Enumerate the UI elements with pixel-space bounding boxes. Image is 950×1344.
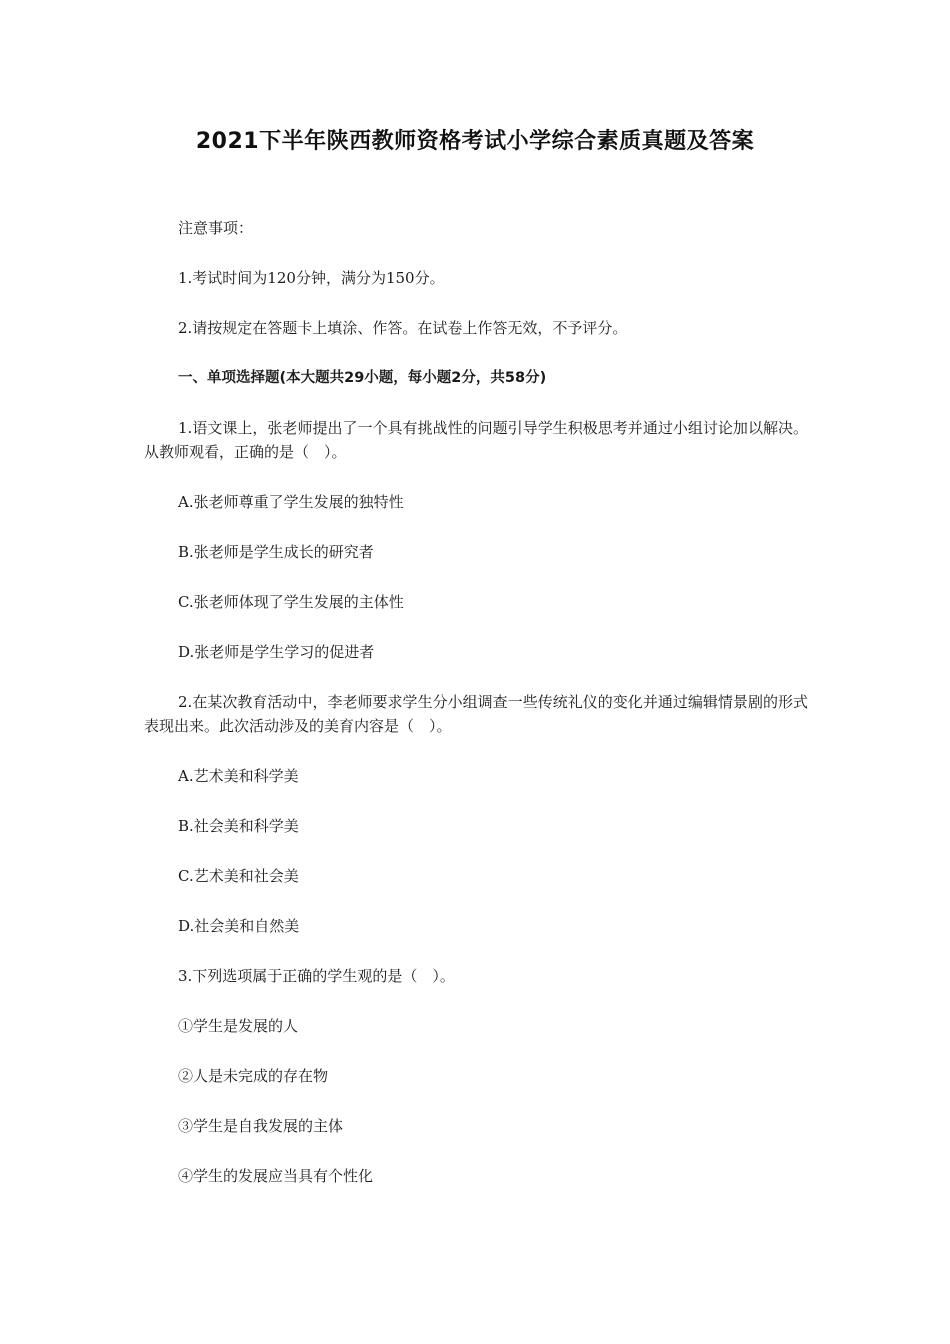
section-heading: 一、单项选择题(本大题共29小题，每小题2分，共58分) xyxy=(178,370,547,386)
q2-option-c: C.艺术美和社会美 xyxy=(178,867,299,885)
document-title: 2021下半年陕西教师资格考试小学综合素质真题及答案 xyxy=(195,129,755,154)
q3-item-2: ②人是未完成的存在物 xyxy=(178,1067,329,1085)
q3-item-1: ①学生是发展的人 xyxy=(178,1017,299,1035)
question-2: 2.在某次教育活动中，李老师要求学生分小组调查一些传统礼仪的变化并通过编辑情景剧的形式表现出来。此次活动涉及的美育内容是（ ）。 xyxy=(144,693,808,735)
q1-option-b: B.张老师是学生成长的研究者 xyxy=(178,543,374,561)
question-3: 3.下列选项属于正确的学生观的是（ ）。 xyxy=(178,967,455,985)
q1-option-d: D.张老师是学生学习的促进者 xyxy=(178,643,375,661)
document-body xyxy=(144,216,808,1214)
q1-option-a: A.张老师尊重了学生发展的独特性 xyxy=(178,493,404,511)
q2-option-b: B.社会美和科学美 xyxy=(178,817,299,835)
notice-item-1: 1.考试时间为120分钟，满分为150分。 xyxy=(178,269,445,287)
q3-item-4: ④学生的发展应当具有个性化 xyxy=(178,1167,374,1185)
notice-heading: 注意事项： xyxy=(178,219,254,237)
q2-option-a: A.艺术美和科学美 xyxy=(178,767,299,785)
q2-option-d: D.社会美和自然美 xyxy=(178,917,300,935)
q3-item-3: ③学生是自我发展的主体 xyxy=(178,1117,344,1135)
question-1: 1.语文课上，张老师提出了一个具有挑战性的问题引导学生积极思考并通过小组讨论加以解决。从教师观看，正确的是（ ）。 xyxy=(144,419,808,461)
notice-item-2: 2.请按规定在答题卡上填涂、作答。在试卷上作答无效，不予评分。 xyxy=(178,319,628,337)
q1-option-c: C.张老师体现了学生发展的主体性 xyxy=(178,593,404,611)
